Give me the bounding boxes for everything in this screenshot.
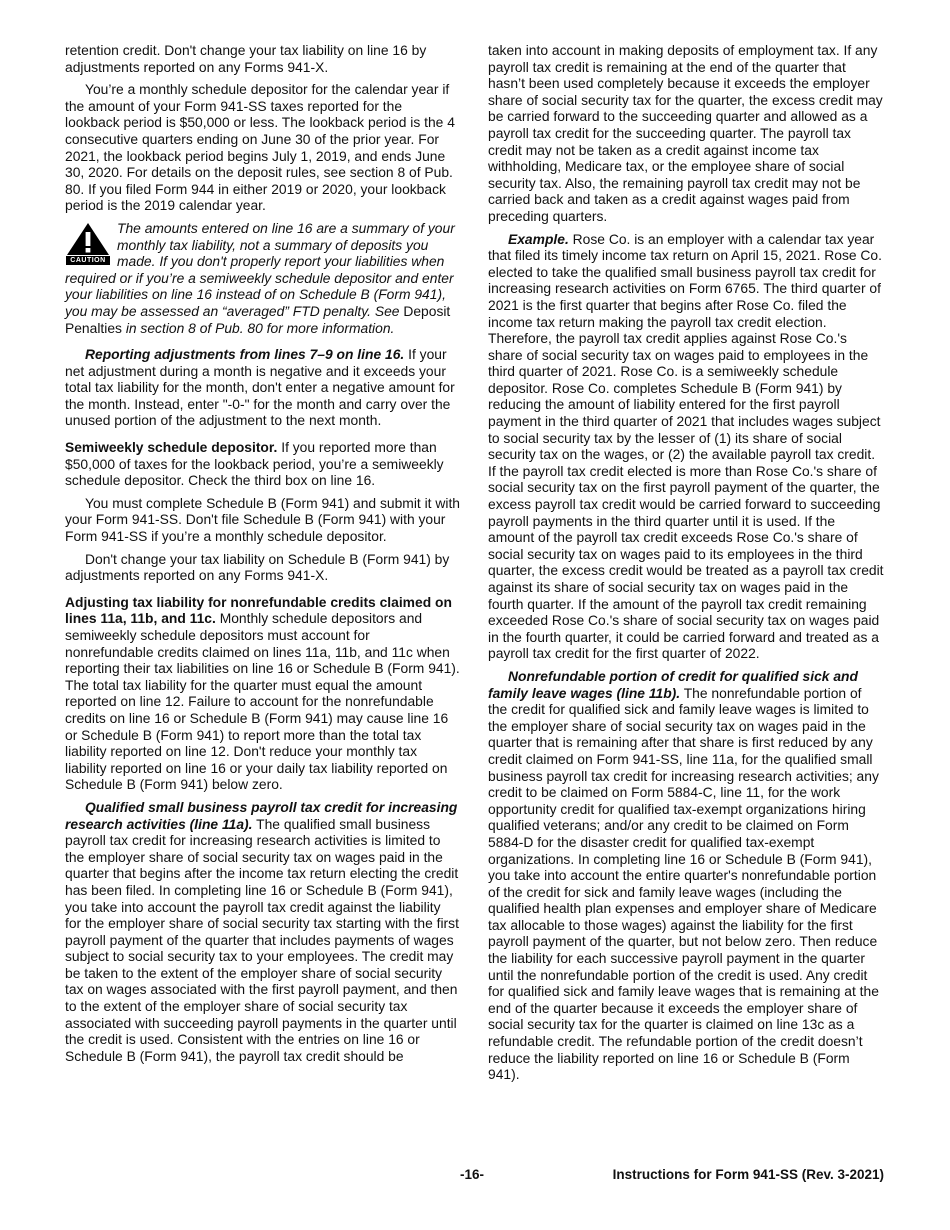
paragraph-retention-credit: retention credit. Don't change your tax liability on line 16 by adjustments reported on any Forms 941-X. [65, 42, 427, 75]
caution-label: CAUTION [66, 256, 110, 265]
left-column [65, 42, 460, 1070]
caution-text-main: The amounts entered on line 16 are a summary of your monthly tax liability, not a summary of deposits you made. If you don't properly report your liabilities when required or if you’re a semiweekly schedule depositor and enter your liabilities on line 16 instead of on Schedule B (Form 941), you may be assessed an “averaged” FTD penalty. See [65, 219, 455, 319]
caution-note [65, 220, 460, 336]
caution-text [65, 220, 460, 336]
heading-reporting-adjustments: Reporting adjustments from lines 7–9 on line 16. [85, 346, 405, 363]
heading-sick-family-leave: Nonrefundable portion of credit for qualified sick and family leave wages (line 11b). [488, 667, 858, 701]
heading-example: Example. [508, 230, 569, 247]
heading-semiweekly-depositor: Semiweekly schedule depositor. [65, 439, 278, 456]
text-sick-family-leave: The nonrefundable portion of the credit for qualified sick and family leave wages is limited to the employer share of social security tax on wages paid in the quarter that is remaining after that share is first reduced by any credit claimed on Form 941-SS, line 11a, for the qualified small business payroll tax credit for increasing research activities; any credit to be claimed on Form 5884-C, line 11, for the work opportunity credit for qualified tax-exempt organizations hiring qualified veterans; and/or any credit to be claimed on Form 5884-D for the disaster credit for qualified tax-exempt organizations. In completing line 16 or Schedule B (Form 941), you take into account the entire quarter's nonrefundable portion of the credit for sick and family leave wages (including the qualified health plan expenses and employer share of Medicare tax allocable to those wages) against the liability for the first payroll payment of the quarter, but not below zero. Then reduce the liability for each successive payroll payment in the quarter until the nonrefundable portion of the credit is used. Any credit for qualified sick and family leave wages that is remaining at the end of the quarter because it exceeds the employer share of social security tax for the quarter is claimed on line 13c as a refundable credit. The refundable portion of the credit doesn’t reduce the liability reported on line 16 or Schedule B (Form 941). [488, 684, 879, 1083]
heading-research-credit: Qualified small business payroll tax credit for increasing research activities (line 11a). [65, 798, 458, 832]
right-column [488, 42, 884, 1089]
caution-icon [65, 222, 111, 268]
paragraph-credit-carryforward: taken into account in making deposits of employment tax. If any payroll tax credit is remaining at the end of the quarter that hasn’t been used completely because it exceeds the employer share of social security tax for the quarter, the excess credit may be carried forward to the succeeding quarter and allowed as a payroll tax credit for the succeeding quarter. The payroll tax credit may not be taken as a credit against income tax withholding, Medicare tax, or the employee share of social security tax. Also, the remaining payroll tax credit may not be carried back and taken as a credit against wages paid from preceding quarters. [488, 42, 883, 224]
text-nonrefundable-credits: Monthly schedule depositors and semiweekly schedule depositors must account for nonrefundable credits claimed on lines 11a, 11b, and 11c when reporting their tax liabilities on line 16 or Schedule B (Form 941). The total tax liability for the quarter must equal the amount reported on line 12. Failure to account for the nonrefundable credits on line 16 or Schedule B (Form 941) may cause line 16 or Schedule B (Form 941) to report more than the total tax liability reported on line 12. Don't reduce your monthly tax liability reported on line 16 or your daily tax liability reported on Schedule B (Form 941) below zero. [65, 610, 460, 793]
text-reporting-adjustments: If your net adjustment during a month is negative and it exceeds your total tax liability for the month, don't enter a negative amount for the month. Instead, enter "-0-" for the month and carry over the unused portion of the adjustment to the next month. [65, 346, 455, 429]
paragraph-sick-family-leave [488, 668, 884, 1083]
paragraph-research-credit [65, 799, 460, 1065]
paragraph-schedule-b-adjust: Don't change your tax liability on Schedule B (Form 941) by adjustments reported on any Forms 941-X. [65, 550, 450, 584]
text-semiweekly-depositor: If you reported more than $50,000 of taxes for the lookback period, you’re a semiweekly schedule depositor. Check the third box on line 16. [65, 439, 444, 489]
form-reference: Instructions for Form 941-SS (Rev. 3-2021) [612, 1167, 884, 1182]
caution-text-end: in section 8 of Pub. 80 for more information. [125, 319, 395, 336]
page-number: -16- [460, 1167, 485, 1182]
deposit-penalties-reference: Deposit Penalties [65, 302, 451, 336]
paragraph-nonrefundable-credits [65, 594, 460, 793]
paragraph-semiweekly-depositor [65, 439, 460, 489]
paragraph-reporting-adjustments [65, 346, 460, 429]
page-footer [0, 1167, 950, 1187]
text-example: Rose Co. is an employer with a calendar tax year that filed its timely income tax return on April 15, 2021. Rose Co. elected to take the qualified small business payroll tax credit for increasing research activities on Form 6765. The third quarter of 2021 is the first quarter that begins after Rose Co. filed the income tax return making the payroll tax credit election. Therefore, the payroll tax credit applies against Rose Co.'s share of social security tax on wages paid to employees in the third quarter of 2021. Rose Co. is a semiweekly schedule depositor. Rose Co. completes Schedule B (Form 941) by reducing the amount of liability entered for the first payroll payment in the third quarter of 2021 that includes wages subject to social security tax by the lesser of (1) its share of social security tax on the wages, or (2) the available payroll tax credit. If the payroll tax credit elected is more than Rose Co.'s share of social security tax on the first payroll payment of the quarter, the excess payroll tax credit would be carried forward to succeeding payroll payments in the third quarter until it is used. If the amount of the payroll tax credit exceeds Rose Co.'s share of social security tax on wages paid to its employees in the third quarter, the excess credit would be treated as a payroll tax credit against its share of social security tax on wages paid in the fourth quarter. If the amount of the payroll tax credit remaining exceeded Rose Co.'s share of social security tax on wages paid in the fourth quarter, it could be carried forward and treated as a payroll tax credit for the first quarter of 2022. [488, 230, 884, 662]
heading-nonrefundable-credits: Adjusting tax liability for nonrefundable credits claimed on lines 11a, 11b, and 11c. [65, 593, 452, 627]
warning-triangle-icon [66, 222, 110, 256]
text-research-credit: The qualified small business payroll tax credit for increasing research activities is limited to the employer share of social security tax on wages paid in the quarter that begins after the income tax return electing the credit has been filed. In completing line 16 or Schedule B (Form 941), you take into account the payroll tax credit against the liability for the employer share of social security tax starting with the first payroll payment of the quarter that includes payments of wages subject to social security tax to your employees. The credit may be taken to the extent of the employer share of social security tax on wages associated with the first payroll payment, and then to the extent of the employer share of social security tax associated with succeeding payroll payments in the quarter until the credit is used. Consistent with the entries on line 16 or Schedule B (Form 941), the payroll tax credit should be [65, 815, 459, 1064]
paragraph-monthly-depositor: You’re a monthly schedule depositor for the calendar year if the amount of your Form 941-SS taxes reported for the lookback period is $50,000 or less. The lookback period is the 4 consecutive quarters ending on June 30 of the prior year. For 2021, the lookback period begins July 1, 2019, and ends June 30, 2020. For details on the deposit rules, see section 8 of Pub. 80. If you filed Form 944 in either 2019 or 2020, your lookback period is the 2019 calendar year. [65, 81, 455, 214]
paragraph-schedule-b-submit: You must complete Schedule B (Form 941) and submit it with your Form 941-SS. Don't file Schedule B (Form 941) with your Form 941-SS if you’re a monthly schedule depositor. [65, 494, 460, 545]
paragraph-example [488, 231, 884, 662]
